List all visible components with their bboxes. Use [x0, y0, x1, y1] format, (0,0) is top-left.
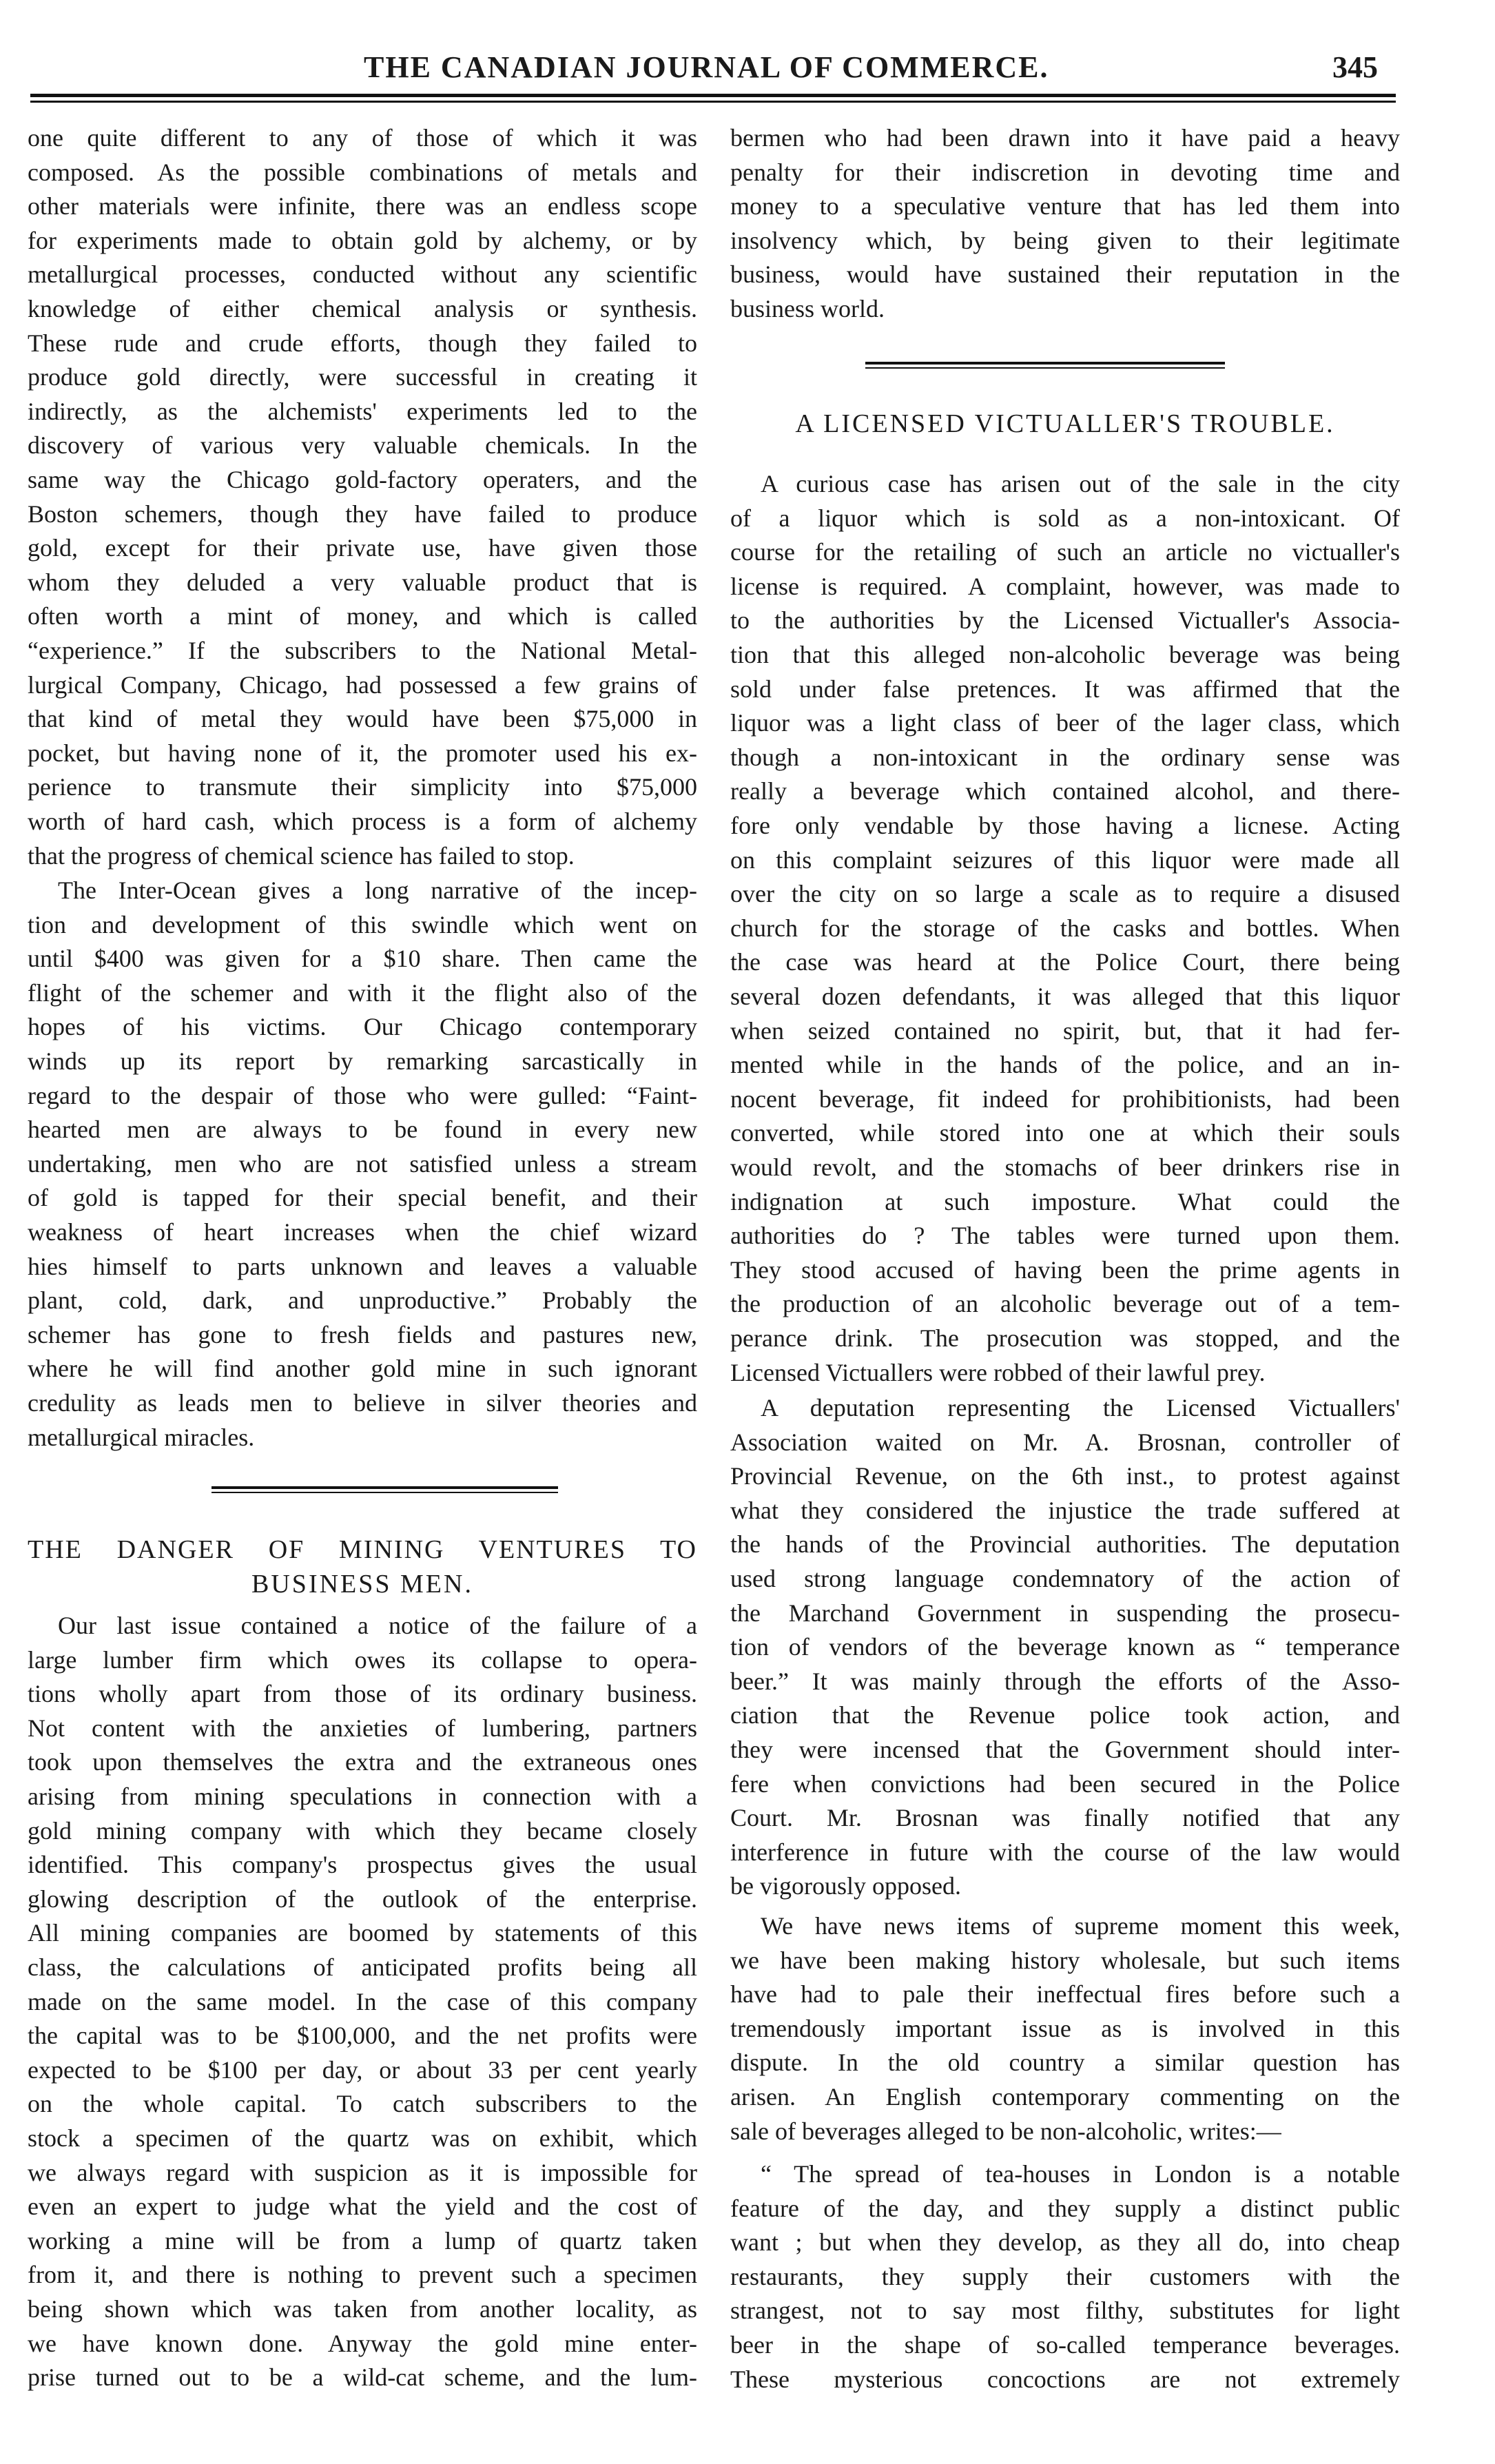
- text-line: made on the same model. In the case of this company: [28, 1987, 697, 2015]
- text-line: winds up its report by remarking sarcastically in: [28, 1047, 697, 1075]
- text-line: penalty for their indiscretion in devoting time and: [730, 158, 1400, 186]
- text-line: whom they deluded a very valuable product that is: [28, 568, 697, 596]
- text-line: dispute. In the old country a similar question has: [730, 2049, 1400, 2077]
- text-line: the hands of the Provincial authorities. The deputation: [730, 1530, 1400, 1559]
- text-line: tion of vendors of the beverage known as “ temperance: [730, 1633, 1400, 1661]
- text-line: even an expert to judge what the yield and the cost of: [28, 2193, 697, 2221]
- text-line: ciation that the Revenue police took action, and: [730, 1701, 1400, 1729]
- text-line: indignation at such imposture. What could the: [730, 1187, 1400, 1215]
- text-line: that the progress of chemical science has failed to stop.: [28, 841, 575, 870]
- text-line: Licensed Victuallers were robbed of their lawful prey.: [730, 1358, 1266, 1386]
- text-line: discovery of various very valuable chemicals. In the: [28, 431, 697, 460]
- text-line: the production of an alcoholic beverage out of a tem-: [730, 1290, 1400, 1318]
- text-line: over the city on so large a scale as to require a disused: [730, 880, 1400, 908]
- text-line: on this complaint seizures of this liquor were made all: [730, 845, 1400, 874]
- text-line: tion that this alleged non-alcoholic beverage was being: [730, 641, 1400, 668]
- text-line: from it, and there is nothing to prevent such a specimen: [28, 2261, 697, 2289]
- header-rule-thin: [30, 101, 1396, 103]
- text-line: would revolt, and the stomachs of beer drinkers rise in: [730, 1153, 1400, 1181]
- text-line: feature of the day, and they supply a distinct public: [730, 2194, 1400, 2222]
- text-line: business, would have sustained their reputation in the: [730, 260, 1400, 289]
- text-line: large lumber firm which owes its collapse to opera-: [28, 1645, 697, 1674]
- text-line: knowledge of either chemical analysis or synthesis.: [28, 295, 697, 322]
- text-line: license is required. A complaint, however, was made to: [730, 572, 1400, 600]
- text-line: have had to pale their ineffectual fires before such a: [730, 1980, 1400, 2009]
- text-line: undertaking, men who are not satisfied unless a stream: [28, 1149, 697, 1178]
- text-line: one quite different to any of those of which it was: [28, 124, 697, 152]
- text-line: The Inter-Ocean gives a long narrative of the incep-: [58, 876, 697, 904]
- text-line: several dozen defendants, it was alleged that this liquor: [730, 983, 1400, 1010]
- text-line: hopes of his victims. Our Chicago contemporary: [28, 1013, 697, 1041]
- text-line: These mysterious concoctions are not extremely: [730, 2365, 1400, 2393]
- text-line: tions wholly apart from those of its ordinary business.: [28, 1680, 697, 1708]
- text-line: really a beverage which contained alcohol, and there-: [730, 777, 1400, 805]
- text-line: arisen. An English contemporary commenting on the: [730, 2083, 1400, 2111]
- text-line: stock a specimen of the quartz was on exhibit, which: [28, 2124, 697, 2152]
- text-line: on the whole capital. To catch subscribers to the: [28, 2090, 697, 2118]
- text-line: pocket, but having none of it, the promoter used his ex-: [28, 739, 697, 767]
- text-line: produce gold directly, were successful in creating it: [28, 363, 697, 391]
- text-line: used strong language condemnatory of the action of: [730, 1565, 1400, 1592]
- text-line: of gold is tapped for their special benefit, and their: [28, 1184, 697, 1212]
- text-line: the capital was to be $100,000, and the net profits were: [28, 2022, 697, 2050]
- text-line: interference in future with the course of the law would: [730, 1838, 1400, 1866]
- text-line: want ; but when they develop, as they all do, into cheap: [730, 2228, 1400, 2257]
- text-line: schemer has gone to fresh fields and pastures new,: [28, 1320, 697, 1348]
- section-divider-rule: [212, 1486, 558, 1493]
- text-line: credulity as leads men to believe in silver theories and: [28, 1389, 697, 1417]
- text-line: business world.: [730, 295, 885, 322]
- text-line: identified. This company's prospectus gives the usual: [28, 1851, 697, 1879]
- text-line: Association waited on Mr. A. Brosnan, controller of: [730, 1428, 1400, 1456]
- text-line: we have known done. Anyway the gold mine enter-: [28, 2329, 697, 2357]
- text-line: we always regard with suspicion as it is impossible for: [28, 2158, 697, 2186]
- text-line: being shown which was taken from another locality, as: [28, 2295, 697, 2323]
- text-line: we have been making history wholesale, but such items: [730, 1946, 1400, 1974]
- text-line: metallurgical miracles.: [28, 1423, 255, 1451]
- text-line: indirectly, as the alchemists' experiments led to the: [28, 397, 697, 425]
- text-line: same way the Chicago gold-factory operaters, and the: [28, 466, 697, 493]
- text-line: Provincial Revenue, on the 6th inst., to protest against: [730, 1462, 1400, 1490]
- text-line: perance drink. The prosecution was stopped, and the: [730, 1324, 1400, 1352]
- text-line: mented while in the hands of the police, and an in-: [730, 1051, 1400, 1079]
- text-line: prise turned out to be a wild-cat scheme, and the lum-: [28, 2363, 697, 2392]
- text-line: tion and development of this swindle which went on: [28, 910, 697, 938]
- text-line: other materials were infinite, there was an endless scope: [28, 192, 697, 220]
- text-line: church for the storage of the casks and bottles. When: [730, 914, 1400, 942]
- text-line: glowing description of the outlook of the enterprise.: [28, 1885, 697, 1913]
- text-line: fore only vendable by those having a licnese. Acting: [730, 812, 1400, 839]
- text-line: of a liquor which is sold as a non-intoxicant. Of: [730, 504, 1400, 532]
- text-line: tremendously important issue as is involved in this: [730, 2014, 1400, 2042]
- text-line: class, the calculations of anticipated profits being all: [28, 1953, 697, 1981]
- text-line: the case was heard at the Police Court, there being: [730, 948, 1400, 976]
- text-line: fere when convictions had been secured in the Police: [730, 1769, 1400, 1798]
- text-line: “ The spread of tea-houses in London is a notable: [761, 2160, 1400, 2188]
- text-line: when seized contained no spirit, but, that it had fer-: [730, 1016, 1400, 1045]
- page-number: 345: [1332, 50, 1378, 84]
- header-rule-thick: [30, 94, 1396, 97]
- text-line: to the authorities by the Licensed Victualler's Associa-: [730, 606, 1400, 635]
- text-line: We have news items of supreme moment this week,: [761, 1912, 1400, 1940]
- text-line: Court. Mr. Brosnan was finally notified that any: [730, 1804, 1400, 1832]
- text-line: often worth a mint of money, and which is called: [28, 602, 697, 630]
- text-line: they were incensed that the Government should inter-: [730, 1736, 1400, 1763]
- text-line: expected to be $100 per day, or about 33 per cent yearly: [28, 2055, 697, 2084]
- text-line: These rude and crude efforts, though they failed to: [28, 329, 697, 357]
- text-line: Boston schemers, though they have failed to produce: [28, 500, 697, 528]
- text-line: hies himself to parts unknown and leaves a valuable: [28, 1252, 697, 1280]
- text-line: for experiments made to obtain gold by alchemy, or by: [28, 226, 697, 254]
- text-line: lurgical Company, Chicago, had possessed a few grains of: [28, 670, 697, 699]
- text-line: Not content with the anxieties of lumbering, partners: [28, 1714, 697, 1742]
- text-line: Our last issue contained a notice of the failure of a: [58, 1612, 697, 1639]
- text-line: insolvency which, by being given to their legitimate: [730, 226, 1400, 254]
- text-line: beer in the shape of so-called temperance beverages.: [730, 2331, 1400, 2359]
- heading-line: THE DANGER OF MINING VENTURES TO: [28, 1535, 697, 1564]
- text-line: restaurants, they supply their customers with the: [730, 2262, 1400, 2290]
- text-line: converted, while stored into one at which their souls: [730, 1119, 1400, 1147]
- text-line: liquor was a light class of beer of the lager class, which: [730, 709, 1400, 737]
- text-line: bermen who had been drawn into it have paid a heavy: [730, 124, 1400, 152]
- text-line: plant, cold, dark, and unproductive.” Probably the: [28, 1286, 697, 1315]
- section-divider-rule: [865, 362, 1225, 369]
- text-line: beer.” It was mainly through the efforts of the Asso-: [730, 1667, 1400, 1695]
- text-line: perience to transmute their simplicity into $75,000: [28, 773, 697, 801]
- text-line: money to a speculative venture that has led them into: [730, 192, 1400, 220]
- text-line: nocent beverage, fit indeed for prohibitionists, had been: [730, 1085, 1400, 1113]
- text-line: “experience.” If the subscribers to the National Metal-: [28, 637, 697, 664]
- text-line: weakness of heart increases when the chief wizard: [28, 1218, 697, 1246]
- text-line: be vigorously opposed.: [730, 1872, 961, 1900]
- journal-title: THE CANADIAN JOURNAL OF COMMERCE.: [364, 50, 1049, 84]
- text-line: metallurgical processes, conducted without any scientific: [28, 260, 697, 289]
- text-line: composed. As the possible combinations of metals and: [28, 158, 697, 186]
- text-line: worth of hard cash, which process is a form of alchemy: [28, 808, 697, 835]
- text-line: gold, except for their private use, have given those: [28, 534, 697, 562]
- text-line: strangest, not to say most filthy, substitutes for light: [730, 2297, 1400, 2325]
- text-line: what they considered the injustice the trade suffered at: [730, 1496, 1400, 1524]
- text-line: authorities do ? The tables were turned upon them.: [730, 1222, 1400, 1250]
- text-line: A deputation representing the Licensed Victuallers': [761, 1394, 1400, 1421]
- text-line: arising from mining speculations in connection with a: [28, 1783, 697, 1810]
- text-line: sold under false pretences. It was affirmed that the: [730, 675, 1400, 703]
- text-line: hearted men are always to be found in every new: [28, 1116, 697, 1144]
- text-line: All mining companies are boomed by statements of this: [28, 1919, 697, 1947]
- text-line: They stood accused of having been the prime agents in: [730, 1255, 1400, 1284]
- text-line: where he will find another gold mine in such ignorant: [28, 1355, 697, 1383]
- text-line: A curious case has arisen out of the sale in the city: [761, 470, 1400, 497]
- text-line: took upon themselves the extra and the extraneous ones: [28, 1748, 697, 1776]
- heading-line: BUSINESS MEN.: [251, 1569, 473, 1599]
- text-line: sale of beverages alleged to be non-alcoholic, writes:—: [730, 2117, 1281, 2145]
- text-line: gold mining company with which they became closely: [28, 1816, 697, 1845]
- text-line: the Marchand Government in suspending the prosecu-: [730, 1599, 1400, 1627]
- text-line: course for the retailing of such an article no victualler's: [730, 538, 1400, 566]
- text-line: regard to the despair of those who were gulled: “Faint-: [28, 1081, 697, 1109]
- text-line: working a mine will be from a lump of quartz taken: [28, 2226, 697, 2255]
- text-line: until $400 was given for a $10 share. Then came the: [28, 945, 697, 973]
- text-line: that kind of metal they would have been $75,000 in: [28, 705, 697, 733]
- text-line: though a non-intoxicant in the ordinary sense was: [730, 743, 1400, 771]
- heading-line: A LICENSED VICTUALLER'S TROUBLE.: [795, 409, 1335, 438]
- text-line: flight of the schemer and with it the flight also of the: [28, 978, 697, 1007]
